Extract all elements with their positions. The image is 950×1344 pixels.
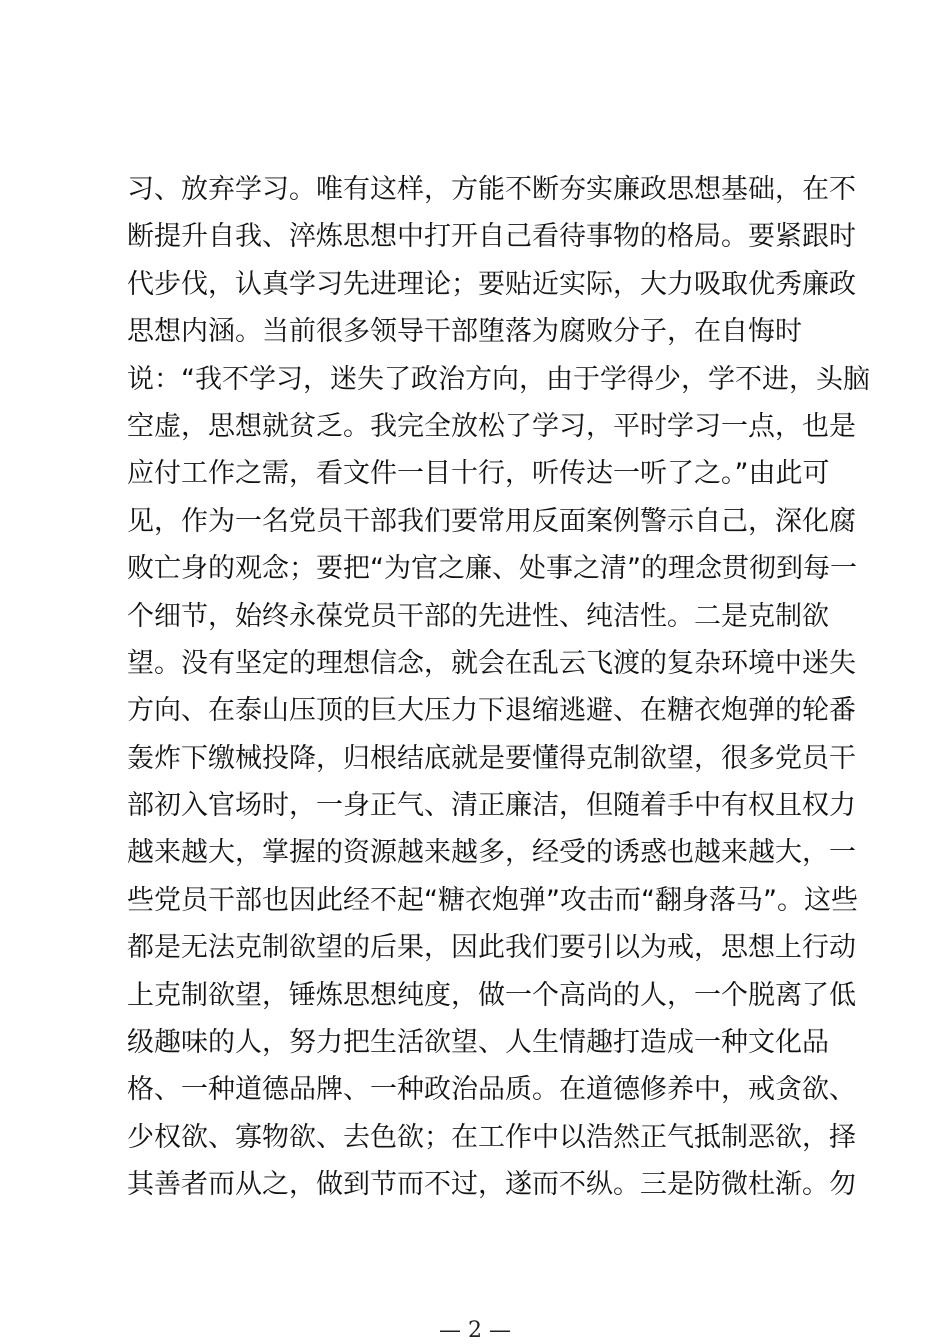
text-line: 部初入官场时，一身正气、清正廉洁，但随着手中有权且权力 <box>127 790 856 822</box>
text-line: 其善者而从之，做到节而不过，遂而不纵。三是防微杜渐。勿 <box>127 1169 856 1201</box>
text-line: 空虚，思想就贫乏。我完全放松了学习，平时学习一点，也是 <box>127 410 856 442</box>
text-line: 代步伐，认真学习先进理论；要贴近实际，大力吸取优秀廉政 <box>127 268 856 300</box>
page-number: — 2 — <box>439 1318 511 1343</box>
text-line: 格、一种道德品牌、一种政治品质。在道德修养中，戒贪欲、 <box>127 1074 856 1106</box>
text-line: 越来越大，掌握的资源越来越多，经受的诱惑也越来越大，一 <box>127 837 856 869</box>
text-line: 个细节，始终永葆党员干部的先进性、纯洁性。二是克制欲 <box>127 600 829 632</box>
text-line: 级趣味的人，努力把生活欲望、人生情趣打造成一种文化品 <box>127 1027 829 1059</box>
text-line: 少权欲、寡物欲、去色欲；在工作中以浩然正气抵制恶欲，择 <box>127 1121 856 1153</box>
text-line: 望。没有坚定的理想信念，就会在乱云飞渡的复杂环境中迷失 <box>127 647 856 679</box>
text-line: 都是无法克制欲望的后果，因此我们要引以为戒，思想上行动 <box>127 932 856 964</box>
text-line: 轰炸下缴械投降，归根结底就是要懂得克制欲望，很多党员干 <box>127 742 856 774</box>
text-line: 应付工作之需，看文件一目十行，听传达一听了之。”由此可 <box>127 458 830 490</box>
text-line: 思想内涵。当前很多领导干部堕落为腐败分子，在自悔时 <box>127 316 802 348</box>
text-line: 些党员干部也因此经不起“糖衣炮弹”攻击而“翻身落马”。这些 <box>127 884 858 916</box>
text-line: 败亡身的观念；要把“为官之廉、处事之清”的理念贯彻到每一 <box>127 553 857 585</box>
text-line: 说：“我不学习，迷失了政治方向，由于学得少，学不进，头脑 <box>127 363 870 395</box>
text-line: 方向、在泰山压顶的巨大压力下退缩逃避、在糖衣炮弹的轮番 <box>127 695 856 727</box>
text-line: 习、放弃学习。唯有这样，方能不断夯实廉政思想基础，在不 <box>127 174 856 205</box>
text-line: 断提升自我、淬炼思想中打开自己看待事物的格局。要紧跟时 <box>127 221 856 253</box>
text-line: 见，作为一名党员干部我们要常用反面案例警示自己，深化腐 <box>127 505 856 537</box>
body-text <box>127 166 870 1209</box>
text-line: 上克制欲望，锤炼思想纯度，做一个高尚的人，一个脱离了低 <box>127 979 856 1011</box>
